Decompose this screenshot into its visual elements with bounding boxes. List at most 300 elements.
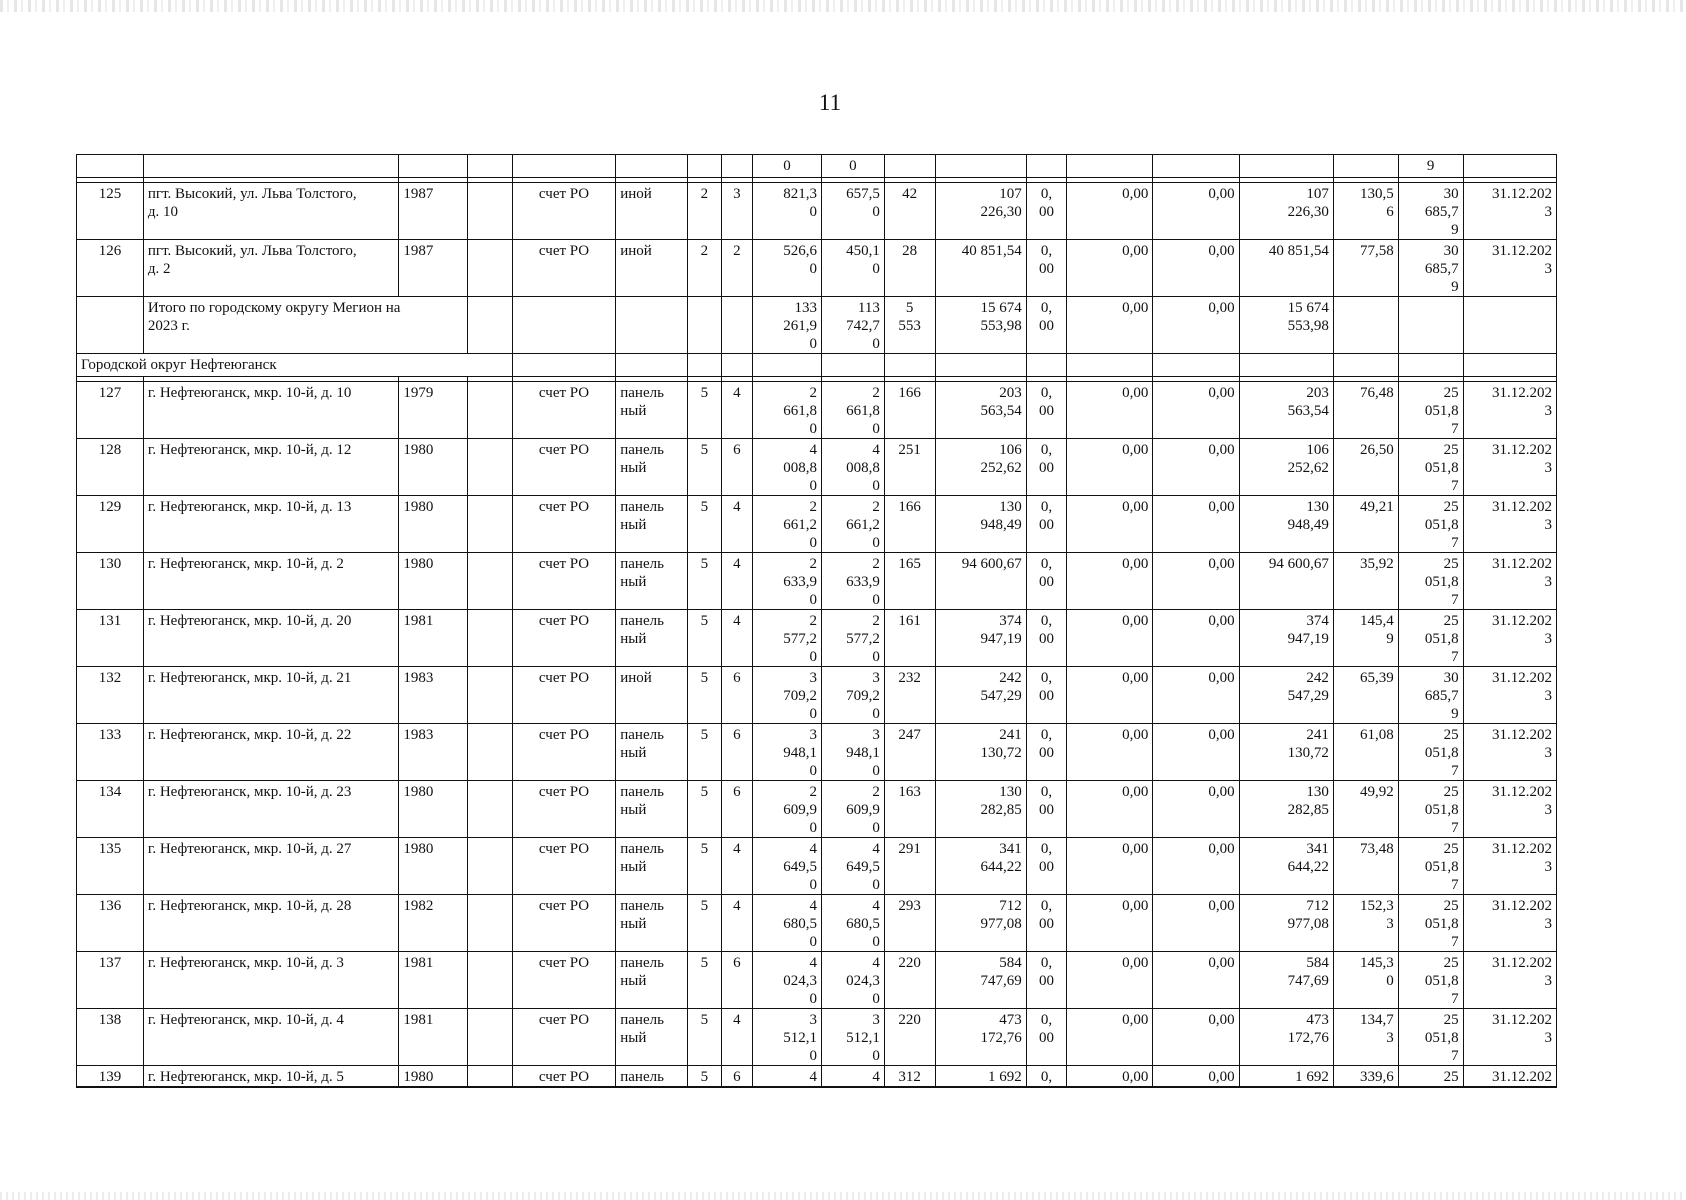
entrances-cell: 6: [721, 781, 752, 838]
max-cost-per-sqm-cell: 25 051,8 7: [1398, 781, 1463, 838]
floors-cell: 5: [688, 952, 721, 1009]
total-col-16-cell: 15 674 553,98: [1239, 297, 1333, 354]
continuation-cell: 0: [753, 155, 822, 178]
cost-col-14-cell: 0,00: [1067, 1009, 1153, 1066]
max-cost-per-sqm-cell: 25 051,8 7: [1398, 382, 1463, 439]
continuation-row: [77, 155, 1557, 178]
wall-material-cell: панель ный: [616, 439, 688, 496]
table-row: [77, 952, 1557, 1009]
cost-col-14-cell: 0,00: [1067, 838, 1153, 895]
total-area-cell: 2 633,9 0: [753, 553, 822, 610]
section-title: Городской округ Нефтеюганск: [77, 354, 513, 377]
empty-cell: [1239, 354, 1333, 377]
total-area-cell: 3 709,2 0: [753, 667, 822, 724]
wall-material-cell: панель ный: [616, 610, 688, 667]
residents-cell: 165: [884, 553, 935, 610]
max-cost-per-sqm-cell: 25: [1398, 1066, 1463, 1088]
cost-col-15-cell: 0,00: [1153, 553, 1239, 610]
table-row: [77, 240, 1557, 297]
completion-date-cell: 31.12.202 3: [1463, 382, 1556, 439]
cost-col-15-cell: 0,00: [1153, 610, 1239, 667]
address-cell: г. Нефтеюганск, мкр. 10-й, д. 21: [143, 667, 398, 724]
year-built-cell: 1983: [399, 667, 468, 724]
continuation-cell: 0: [821, 155, 884, 178]
continuation-cell: [1026, 155, 1067, 178]
total-living-area-cell: 113 742,7 0: [821, 297, 884, 354]
fund-type-cell: счет РО: [512, 781, 615, 838]
wall-material-cell: панель ный: [616, 496, 688, 553]
cost-per-sqm-cell: 145,4 9: [1333, 610, 1398, 667]
floors-cell: 5: [688, 1009, 721, 1066]
table-row: [77, 382, 1557, 439]
living-area-cell: 3 512,1 0: [821, 1009, 884, 1066]
continuation-cell: [143, 155, 398, 178]
table-row: [77, 724, 1557, 781]
cost-col-16-cell: 40 851,54: [1239, 240, 1333, 297]
max-cost-per-sqm-cell: 30 685,7 9: [1398, 667, 1463, 724]
cost-per-sqm-cell: 65,39: [1333, 667, 1398, 724]
cost-col-14-cell: 0,00: [1067, 610, 1153, 667]
floors-cell: 2: [688, 240, 721, 297]
continuation-cell: [1239, 155, 1333, 178]
year-built-cell: 1980: [399, 781, 468, 838]
entrances-cell: 4: [721, 382, 752, 439]
table-row: [77, 667, 1557, 724]
entrances-cell: 2: [721, 240, 752, 297]
cost-col-14-cell: 0,00: [1067, 1066, 1153, 1088]
row-number-cell: 126: [77, 240, 144, 297]
residents-cell: 312: [884, 1066, 935, 1088]
residents-cell: 220: [884, 1009, 935, 1066]
continuation-cell: [512, 155, 615, 178]
empty-cell: [616, 297, 688, 354]
entrances-cell: 6: [721, 952, 752, 1009]
cost-per-sqm-cell: 61,08: [1333, 724, 1398, 781]
cost-col-15-cell: 0,00: [1153, 667, 1239, 724]
residents-cell: 251: [884, 439, 935, 496]
living-area-cell: 2 633,9 0: [821, 553, 884, 610]
max-cost-per-sqm-cell: 25 051,8 7: [1398, 724, 1463, 781]
total-area-cell: 2 661,2 0: [753, 496, 822, 553]
table-row: [77, 1009, 1557, 1066]
repair-cost-cell: 130 948,49: [935, 496, 1026, 553]
table-row: [77, 553, 1557, 610]
address-cell: пгт. Высокий, ул. Льва Толстого, д. 2: [143, 240, 398, 297]
continuation-cell: [399, 155, 468, 178]
empty-cell: [884, 354, 935, 377]
wall-material-cell: иной: [616, 183, 688, 240]
cost-col-13-cell: 0, 00: [1026, 838, 1067, 895]
row-number-cell: 129: [77, 496, 144, 553]
cost-per-sqm-cell: 77,58: [1333, 240, 1398, 297]
empty-col-cell: [468, 1009, 513, 1066]
fund-type-cell: счет РО: [512, 724, 615, 781]
living-area-cell: 4 680,5 0: [821, 895, 884, 952]
repair-cost-cell: 584 747,69: [935, 952, 1026, 1009]
empty-col-cell: [468, 838, 513, 895]
floors-cell: 5: [688, 1066, 721, 1088]
cost-col-14-cell: 0,00: [1067, 553, 1153, 610]
row-number-cell: 138: [77, 1009, 144, 1066]
completion-date-cell: 31.12.202 3: [1463, 895, 1556, 952]
total-cost-cell: 15 674 553,98: [935, 297, 1026, 354]
total-col-13-cell: 0, 00: [1026, 297, 1067, 354]
completion-date-cell: 31.12.202 3: [1463, 553, 1556, 610]
wall-material-cell: панель ный: [616, 382, 688, 439]
floors-cell: 5: [688, 724, 721, 781]
continuation-cell: [1153, 155, 1239, 178]
entrances-cell: 4: [721, 553, 752, 610]
continuation-cell: [1333, 155, 1398, 178]
cost-col-16-cell: 107 226,30: [1239, 183, 1333, 240]
living-area-cell: 3 709,2 0: [821, 667, 884, 724]
cost-col-13-cell: 0,: [1026, 1066, 1067, 1088]
completion-date-cell: 31.12.202 3: [1463, 952, 1556, 1009]
cost-per-sqm-cell: 49,21: [1333, 496, 1398, 553]
cost-col-16-cell: 130 948,49: [1239, 496, 1333, 553]
row-number-cell: 139: [77, 1066, 144, 1088]
empty-cell: [1067, 354, 1153, 377]
wall-material-cell: панель ный: [616, 952, 688, 1009]
fund-type-cell: счет РО: [512, 382, 615, 439]
year-built-cell: 1980: [399, 838, 468, 895]
fund-type-cell: счет РО: [512, 439, 615, 496]
address-cell: г. Нефтеюганск, мкр. 10-й, д. 20: [143, 610, 398, 667]
fund-type-cell: счет РО: [512, 667, 615, 724]
fund-type-cell: счет РО: [512, 183, 615, 240]
living-area-cell: 4 024,3 0: [821, 952, 884, 1009]
empty-col-cell: [468, 781, 513, 838]
empty-cell: [512, 354, 615, 377]
cost-col-13-cell: 0, 00: [1026, 382, 1067, 439]
floors-cell: 5: [688, 496, 721, 553]
total-area-cell: 3 512,1 0: [753, 1009, 822, 1066]
cost-col-15-cell: 0,00: [1153, 724, 1239, 781]
scan-edge-bottom: [0, 1192, 1686, 1200]
row-number-cell: 136: [77, 895, 144, 952]
floors-cell: 5: [688, 667, 721, 724]
empty-col-cell: [468, 553, 513, 610]
completion-date-cell: 31.12.202 3: [1463, 667, 1556, 724]
cost-col-15-cell: 0,00: [1153, 895, 1239, 952]
total-area-cell: 4 649,5 0: [753, 838, 822, 895]
address-cell: г. Нефтеюганск, мкр. 10-й, д. 23: [143, 781, 398, 838]
cost-col-16-cell: 130 282,85: [1239, 781, 1333, 838]
living-area-cell: 2 661,8 0: [821, 382, 884, 439]
empty-col-cell: [468, 610, 513, 667]
cost-col-16-cell: 241 130,72: [1239, 724, 1333, 781]
total-area-cell: 2 661,8 0: [753, 382, 822, 439]
repair-cost-cell: 203 563,54: [935, 382, 1026, 439]
empty-col-cell: [468, 183, 513, 240]
repair-cost-cell: 712 977,08: [935, 895, 1026, 952]
cost-per-sqm-cell: 130,5 6: [1333, 183, 1398, 240]
row-number-cell: 128: [77, 439, 144, 496]
cost-col-14-cell: 0,00: [1067, 895, 1153, 952]
address-cell: г. Нефтеюганск, мкр. 10-й, д. 2: [143, 553, 398, 610]
max-cost-per-sqm-cell: 25 051,8 7: [1398, 895, 1463, 952]
address-cell: г. Нефтеюганск, мкр. 10-й, д. 4: [143, 1009, 398, 1066]
wall-material-cell: панель ный: [616, 781, 688, 838]
year-built-cell: 1987: [399, 240, 468, 297]
cost-col-16-cell: 374 947,19: [1239, 610, 1333, 667]
residents-cell: 28: [884, 240, 935, 297]
completion-date-cell: 31.12.202 3: [1463, 724, 1556, 781]
continuation-cell: [616, 155, 688, 178]
repair-cost-cell: 473 172,76: [935, 1009, 1026, 1066]
max-cost-per-sqm-cell: 25 051,8 7: [1398, 952, 1463, 1009]
completion-date-cell: 31.12.202 3: [1463, 183, 1556, 240]
wall-material-cell: иной: [616, 240, 688, 297]
wall-material-cell: иной: [616, 667, 688, 724]
empty-col-cell: [468, 382, 513, 439]
living-area-cell: 4 008,8 0: [821, 439, 884, 496]
year-built-cell: 1980: [399, 496, 468, 553]
entrances-cell: 6: [721, 439, 752, 496]
year-built-cell: 1981: [399, 610, 468, 667]
cost-per-sqm-cell: 35,92: [1333, 553, 1398, 610]
wall-material-cell: панель ный: [616, 1009, 688, 1066]
wall-material-cell: панель: [616, 1066, 688, 1088]
cost-col-14-cell: 0,00: [1067, 496, 1153, 553]
total-area-cell: 2 609,9 0: [753, 781, 822, 838]
year-built-cell: 1983: [399, 724, 468, 781]
row-number-cell: 130: [77, 553, 144, 610]
row-number-cell: 132: [77, 667, 144, 724]
empty-cell: [721, 297, 752, 354]
total-area-cell: 3 948,1 0: [753, 724, 822, 781]
cost-per-sqm-cell: 152,3 3: [1333, 895, 1398, 952]
cost-col-14-cell: 0,00: [1067, 382, 1153, 439]
max-cost-per-sqm-cell: 25 051,8 7: [1398, 439, 1463, 496]
entrances-cell: 3: [721, 183, 752, 240]
completion-date-cell: 31.12.202 3: [1463, 610, 1556, 667]
total-area-cell: 4 008,8 0: [753, 439, 822, 496]
empty-cell: [1463, 297, 1556, 354]
total-area-cell: 2 577,2 0: [753, 610, 822, 667]
max-cost-per-sqm-cell: 25 051,8 7: [1398, 610, 1463, 667]
row-number-cell: 137: [77, 952, 144, 1009]
repair-cost-cell: 241 130,72: [935, 724, 1026, 781]
year-built-cell: 1980: [399, 553, 468, 610]
residents-cell: 42: [884, 183, 935, 240]
max-cost-per-sqm-cell: 30 685,7 9: [1398, 240, 1463, 297]
cost-col-15-cell: 0,00: [1153, 952, 1239, 1009]
completion-date-cell: 31.12.202 3: [1463, 838, 1556, 895]
row-number-cell: 133: [77, 724, 144, 781]
cost-col-15-cell: 0,00: [1153, 240, 1239, 297]
floors-cell: 5: [688, 439, 721, 496]
cost-col-13-cell: 0, 00: [1026, 895, 1067, 952]
entrances-cell: 6: [721, 667, 752, 724]
entrances-cell: 6: [721, 724, 752, 781]
section-row: [77, 354, 1557, 377]
year-built-cell: 1981: [399, 952, 468, 1009]
total-area-cell: 133 261,9 0: [753, 297, 822, 354]
residents-cell: 291: [884, 838, 935, 895]
continuation-cell: [1463, 155, 1556, 178]
cost-col-14-cell: 0,00: [1067, 667, 1153, 724]
cost-col-13-cell: 0, 00: [1026, 553, 1067, 610]
cost-col-16-cell: 473 172,76: [1239, 1009, 1333, 1066]
living-area-cell: 4 649,5 0: [821, 838, 884, 895]
entrances-cell: 6: [721, 1066, 752, 1088]
empty-cell: [935, 354, 1026, 377]
cost-col-16-cell: 203 563,54: [1239, 382, 1333, 439]
empty-cell: [1026, 354, 1067, 377]
cost-col-16-cell: 94 600,67: [1239, 553, 1333, 610]
cost-col-16-cell: 106 252,62: [1239, 439, 1333, 496]
empty-cell: [1398, 297, 1463, 354]
row-number-cell: 135: [77, 838, 144, 895]
year-built-cell: 1980: [399, 439, 468, 496]
repair-cost-cell: 1 692: [935, 1066, 1026, 1088]
residents-cell: 232: [884, 667, 935, 724]
address-cell: г. Нефтеюганск, мкр. 10-й, д. 13: [143, 496, 398, 553]
cost-col-13-cell: 0, 00: [1026, 781, 1067, 838]
empty-cell: [753, 354, 822, 377]
housing-register-table: [76, 154, 1557, 1088]
continuation-cell: [77, 155, 144, 178]
max-cost-per-sqm-cell: 25 051,8 7: [1398, 553, 1463, 610]
cost-col-13-cell: 0, 00: [1026, 439, 1067, 496]
total-label: Итого по городскому округу Мегион на 2023 г.: [143, 297, 467, 354]
address-cell: г. Нефтеюганск, мкр. 10-й, д. 3: [143, 952, 398, 1009]
empty-col-cell: [468, 439, 513, 496]
cost-col-15-cell: 0,00: [1153, 1009, 1239, 1066]
wall-material-cell: панель ный: [616, 553, 688, 610]
cost-col-14-cell: 0,00: [1067, 952, 1153, 1009]
cost-col-13-cell: 0, 00: [1026, 610, 1067, 667]
floors-cell: 2: [688, 183, 721, 240]
residents-cell: 161: [884, 610, 935, 667]
cost-col-16-cell: 341 644,22: [1239, 838, 1333, 895]
empty-cell: [821, 354, 884, 377]
cost-col-14-cell: 0,00: [1067, 781, 1153, 838]
fund-type-cell: счет РО: [512, 496, 615, 553]
empty-cell: [688, 297, 721, 354]
row-number-cell: 134: [77, 781, 144, 838]
empty-col-cell: [468, 895, 513, 952]
total-col-14-cell: 0,00: [1067, 297, 1153, 354]
total-area-cell: 4: [753, 1066, 822, 1088]
completion-date-cell: 31.12.202 3: [1463, 781, 1556, 838]
table-row: [77, 838, 1557, 895]
address-cell: г. Нефтеюганск, мкр. 10-й, д. 5: [143, 1066, 398, 1088]
fund-type-cell: счет РО: [512, 553, 615, 610]
wall-material-cell: панель ный: [616, 895, 688, 952]
fund-type-cell: счет РО: [512, 610, 615, 667]
wall-material-cell: панель ный: [616, 724, 688, 781]
empty-col-cell: [468, 496, 513, 553]
cost-per-sqm-cell: 73,48: [1333, 838, 1398, 895]
cost-col-16-cell: 242 547,29: [1239, 667, 1333, 724]
wall-material-cell: панель ный: [616, 838, 688, 895]
cost-col-15-cell: 0,00: [1153, 1066, 1239, 1088]
continuation-cell: [468, 155, 513, 178]
residents-cell: 166: [884, 382, 935, 439]
table-row: [77, 781, 1557, 838]
cost-per-sqm-cell: 134,7 3: [1333, 1009, 1398, 1066]
repair-cost-cell: 341 644,22: [935, 838, 1026, 895]
max-cost-per-sqm-cell: 25 051,8 7: [1398, 496, 1463, 553]
address-cell: г. Нефтеюганск, мкр. 10-й, д. 12: [143, 439, 398, 496]
cost-col-13-cell: 0, 00: [1026, 183, 1067, 240]
total-row: [77, 297, 1557, 354]
completion-date-cell: 31.12.202 3: [1463, 1009, 1556, 1066]
continuation-cell: 9: [1398, 155, 1463, 178]
completion-date-cell: 31.12.202 3: [1463, 439, 1556, 496]
empty-cell: [721, 354, 752, 377]
entrances-cell: 4: [721, 1009, 752, 1066]
row-number-cell: 131: [77, 610, 144, 667]
year-built-cell: 1981: [399, 1009, 468, 1066]
continuation-cell: [884, 155, 935, 178]
table-row: [77, 895, 1557, 952]
fund-type-cell: счет РО: [512, 240, 615, 297]
repair-cost-cell: 242 547,29: [935, 667, 1026, 724]
fund-type-cell: счет РО: [512, 952, 615, 1009]
address-cell: г. Нефтеюганск, мкр. 10-й, д. 27: [143, 838, 398, 895]
max-cost-per-sqm-cell: 25 051,8 7: [1398, 1009, 1463, 1066]
empty-col-cell: [468, 724, 513, 781]
repair-cost-cell: 40 851,54: [935, 240, 1026, 297]
completion-date-cell: 31.12.202 3: [1463, 240, 1556, 297]
cost-col-14-cell: 0,00: [1067, 240, 1153, 297]
fund-type-cell: счет РО: [512, 895, 615, 952]
table-row: [77, 610, 1557, 667]
table-row: [77, 496, 1557, 553]
entrances-cell: 4: [721, 895, 752, 952]
empty-cell: [1153, 354, 1239, 377]
max-cost-per-sqm-cell: 25 051,8 7: [1398, 838, 1463, 895]
total-area-cell: 4 024,3 0: [753, 952, 822, 1009]
repair-cost-cell: 374 947,19: [935, 610, 1026, 667]
cost-col-14-cell: 0,00: [1067, 724, 1153, 781]
cost-per-sqm-cell: 145,3 0: [1333, 952, 1398, 1009]
living-area-cell: 4: [821, 1066, 884, 1088]
cost-col-15-cell: 0,00: [1153, 496, 1239, 553]
table-row: [77, 1066, 1557, 1088]
cost-col-16-cell: 584 747,69: [1239, 952, 1333, 1009]
residents-cell: 166: [884, 496, 935, 553]
page-number: 11: [818, 90, 842, 115]
living-area-cell: 2 661,2 0: [821, 496, 884, 553]
row-number-cell: 125: [77, 183, 144, 240]
cost-col-15-cell: 0,00: [1153, 439, 1239, 496]
repair-cost-cell: 130 282,85: [935, 781, 1026, 838]
fund-type-cell: счет РО: [512, 1009, 615, 1066]
cost-col-14-cell: 0,00: [1067, 439, 1153, 496]
address-cell: г. Нефтеюганск, мкр. 10-й, д. 10: [143, 382, 398, 439]
empty-cell: [1398, 354, 1463, 377]
empty-col-cell: [468, 952, 513, 1009]
residents-cell: 247: [884, 724, 935, 781]
total-area-cell: 526,6 0: [753, 240, 822, 297]
table-row: [77, 439, 1557, 496]
cost-col-15-cell: 0,00: [1153, 838, 1239, 895]
living-area-cell: 2 577,2 0: [821, 610, 884, 667]
entrances-cell: 4: [721, 610, 752, 667]
cost-per-sqm-cell: 339,6: [1333, 1066, 1398, 1088]
cost-col-15-cell: 0,00: [1153, 382, 1239, 439]
repair-cost-cell: 94 600,67: [935, 553, 1026, 610]
floors-cell: 5: [688, 781, 721, 838]
empty-cell: [1333, 297, 1398, 354]
empty-col-cell: [468, 667, 513, 724]
cost-per-sqm-cell: 26,50: [1333, 439, 1398, 496]
repair-cost-cell: 106 252,62: [935, 439, 1026, 496]
